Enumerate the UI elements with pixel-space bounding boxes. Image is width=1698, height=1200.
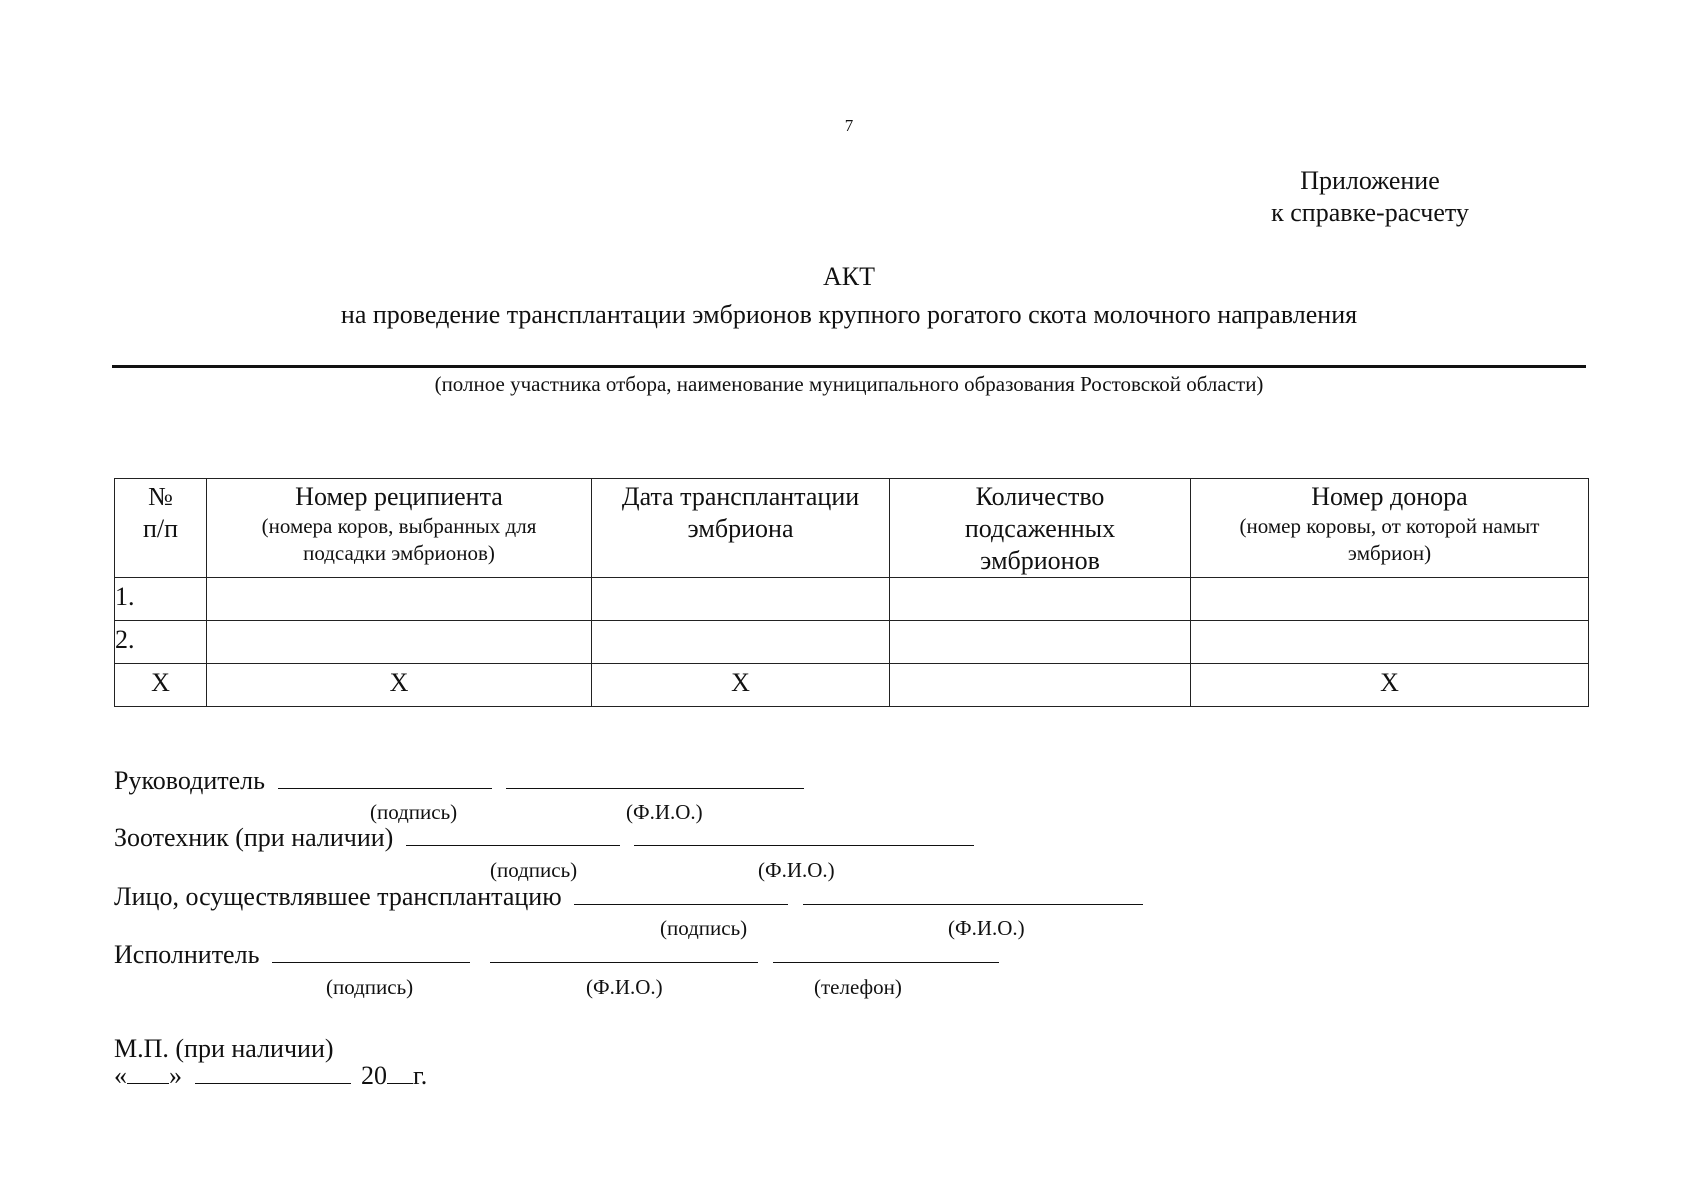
zootech-signature-line[interactable] — [406, 823, 620, 846]
table-cell — [592, 578, 890, 621]
table-cell: Х — [592, 664, 890, 707]
date-line — [114, 1061, 427, 1091]
header-date-label: Дата трансплантации эмбриона — [621, 482, 860, 543]
executor-signature-row — [114, 940, 999, 970]
organization-name-line — [112, 365, 1586, 368]
table-row — [115, 578, 1589, 621]
table-cell — [1191, 621, 1589, 664]
header-recipient-label: Номер реципиента — [295, 482, 503, 511]
table-cell — [592, 621, 890, 664]
document-title: АКТ — [823, 262, 875, 291]
header-recipient-note: (номера коров, выбранных для подсадки эмбрионов) — [261, 514, 537, 565]
table-cell — [207, 621, 592, 664]
transplant-signature-line[interactable] — [574, 882, 788, 905]
date-month-blank[interactable] — [195, 1061, 351, 1084]
table-cell: Х — [207, 664, 592, 707]
date-close-quote: » — [169, 1061, 182, 1090]
executor-fio-caption: (Ф.И.О.) — [586, 975, 663, 999]
head-signature-row — [114, 766, 804, 796]
transplant-signature-caption: (подпись) — [660, 916, 748, 940]
transplant-table — [114, 478, 1589, 707]
header-donor-note: (номер коровы, от которой намыт эмбрион) — [1239, 514, 1540, 565]
table-row-total — [115, 664, 1589, 707]
executor-signature-line[interactable] — [272, 940, 470, 963]
head-signature-line[interactable] — [278, 766, 492, 789]
table-header-row — [115, 479, 1589, 578]
transplant-label: Лицо, осуществлявшее трансплантацию — [114, 882, 562, 911]
table-cell — [890, 664, 1191, 707]
date-year-prefix: 20 — [361, 1061, 387, 1090]
date-year-suffix: г. — [413, 1061, 428, 1090]
executor-phone-line[interactable] — [773, 940, 999, 963]
table-cell: Х — [115, 664, 207, 707]
executor-phone-caption: (телефон) — [814, 975, 902, 999]
document-subtitle: на проведение трансплантации эмбрионов крупного рогатого скота молочного направления — [340, 300, 1358, 329]
zootech-signature-caption: (подпись) — [490, 858, 578, 882]
header-quantity — [890, 479, 1191, 578]
header-date — [592, 479, 890, 578]
date-day-blank[interactable] — [127, 1061, 169, 1084]
table-cell — [890, 578, 1191, 621]
transplant-fio-line[interactable] — [803, 882, 1143, 905]
head-signature-caption: (подпись) — [370, 800, 458, 824]
zootech-label: Зоотехник (при наличии) — [114, 823, 394, 852]
date-year-blank[interactable] — [387, 1061, 413, 1084]
table-cell: 1. — [115, 578, 207, 621]
table-row — [115, 621, 1589, 664]
head-label: Руководитель — [114, 766, 265, 795]
appendix-line-1: Приложение — [1300, 166, 1440, 195]
head-fio-caption: (Ф.И.О.) — [626, 800, 703, 824]
transplant-signature-row — [114, 882, 1143, 912]
header-donor-label: Номер донора — [1311, 482, 1468, 511]
table-cell: Х — [1191, 664, 1589, 707]
head-fio-line[interactable] — [506, 766, 804, 789]
zootech-fio-caption: (Ф.И.О.) — [758, 858, 835, 882]
header-number-label: № п/п — [142, 482, 179, 543]
table-cell — [207, 578, 592, 621]
transplant-fio-caption: (Ф.И.О.) — [948, 916, 1025, 940]
date-open-quote: « — [114, 1061, 127, 1090]
table-cell — [890, 621, 1191, 664]
executor-signature-caption: (подпись) — [326, 975, 414, 999]
page-number: 7 — [844, 116, 854, 135]
zootech-signature-row — [114, 823, 974, 853]
appendix-note — [1240, 165, 1500, 229]
executor-fio-line[interactable] — [490, 940, 758, 963]
header-donor — [1191, 479, 1589, 578]
appendix-line-2: к справке-расчету — [1271, 198, 1469, 227]
executor-label: Исполнитель — [114, 940, 260, 969]
table-cell — [1191, 578, 1589, 621]
header-number — [115, 479, 207, 578]
stamp-label: М.П. (при наличии) — [114, 1034, 334, 1063]
header-quantity-label: Количество подсаженных эмбрионов — [964, 482, 1116, 575]
organization-caption: (полное участника отбора, наименование муниципального образования Ростовской области) — [434, 372, 1264, 396]
table-cell: 2. — [115, 621, 207, 664]
zootech-fio-line[interactable] — [634, 823, 974, 846]
header-recipient — [207, 479, 592, 578]
